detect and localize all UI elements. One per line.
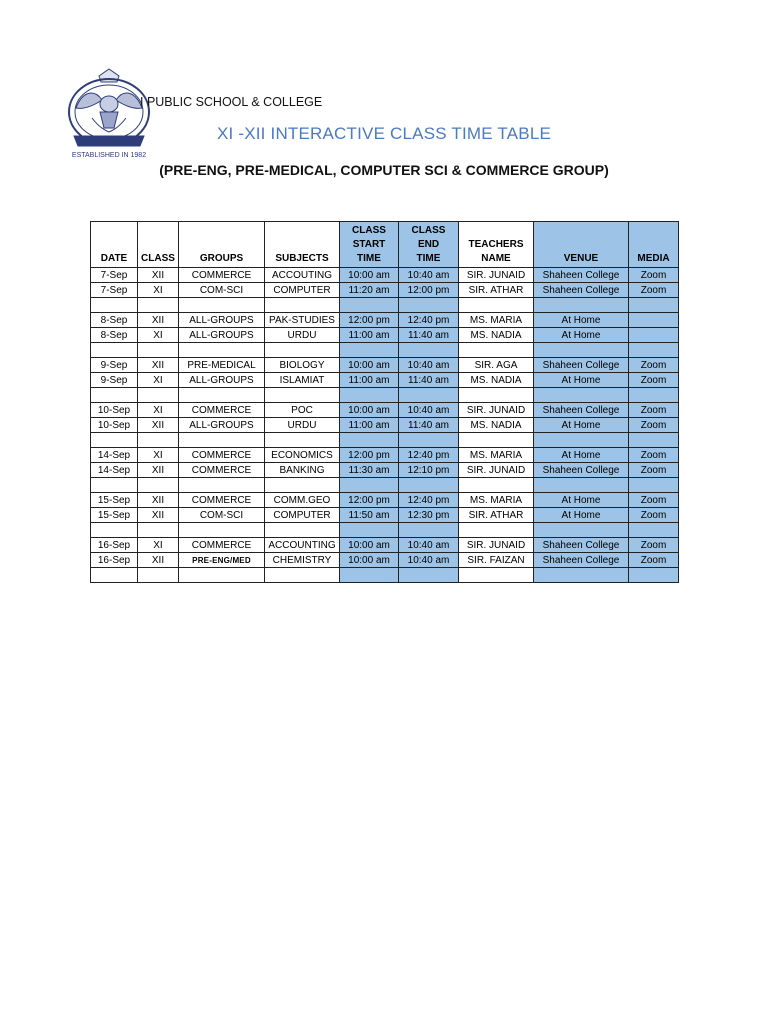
cell-teacher: SIR. JUNAID xyxy=(459,403,534,418)
cell-group: COMMERCE xyxy=(179,493,265,508)
empty-cell xyxy=(629,298,679,313)
cell-subject: PAK-STUDIES xyxy=(265,313,340,328)
empty-cell xyxy=(399,433,459,448)
empty-cell xyxy=(534,343,629,358)
table-row xyxy=(91,463,679,478)
cell-teacher: SIR. JUNAID xyxy=(459,538,534,553)
cell-venue: Shaheen College xyxy=(534,463,629,478)
empty-cell xyxy=(179,433,265,448)
cell-teacher: MS. NADIA xyxy=(459,418,534,433)
timetable xyxy=(90,221,679,583)
cell-class: XI xyxy=(138,448,179,463)
cell-subject: ACCOUNTING xyxy=(265,538,340,553)
table-row xyxy=(91,358,679,373)
cell-venue: At Home xyxy=(534,418,629,433)
cell-group: COMMERCE xyxy=(179,448,265,463)
cell-group: COM-SCI xyxy=(179,283,265,298)
cell-group: COM-SCI xyxy=(179,508,265,523)
empty-cell xyxy=(179,343,265,358)
cell-end: 12:10 pm xyxy=(399,463,459,478)
cell-start: 10:00 am xyxy=(340,403,399,418)
empty-cell xyxy=(629,523,679,538)
empty-cell xyxy=(340,568,399,583)
empty-cell xyxy=(340,478,399,493)
empty-cell xyxy=(399,523,459,538)
cell-end: 12:00 pm xyxy=(399,283,459,298)
cell-class: XII xyxy=(138,508,179,523)
cell-start: 10:00 am xyxy=(340,538,399,553)
page-title: XI -XII INTERACTIVE CLASS TIME TABLE xyxy=(216,124,552,143)
cell-media: Zoom xyxy=(629,508,679,523)
cell-start: 11:30 am xyxy=(340,463,399,478)
cell-group: ALL-GROUPS xyxy=(179,328,265,343)
cell-date: 8-Sep xyxy=(91,313,138,328)
cell-start: 12:00 pm xyxy=(340,493,399,508)
empty-cell xyxy=(340,343,399,358)
cell-teacher: MS. NADIA xyxy=(459,373,534,388)
empty-cell xyxy=(399,568,459,583)
empty-cell xyxy=(629,478,679,493)
cell-media: Zoom xyxy=(629,373,679,388)
empty-cell xyxy=(629,343,679,358)
cell-class: XII xyxy=(138,553,179,568)
cell-group: COMMERCE xyxy=(179,538,265,553)
cell-venue: Shaheen College xyxy=(534,358,629,373)
cell-teacher: SIR. AGA xyxy=(459,358,534,373)
school-name: I PUBLIC SCHOOL & COLLEGE xyxy=(140,95,323,109)
header-groups: GROUPS xyxy=(179,222,265,268)
cell-date: 7-Sep xyxy=(91,268,138,283)
cell-class: XII xyxy=(138,463,179,478)
empty-cell xyxy=(399,343,459,358)
cell-venue: At Home xyxy=(534,313,629,328)
cell-venue: At Home xyxy=(534,373,629,388)
table-row xyxy=(91,328,679,343)
cell-class: XII xyxy=(138,313,179,328)
page-subtitle: (PRE-ENG, PRE-MEDICAL, COMPUTER SCI & COMMERCE GROUP) xyxy=(159,162,609,178)
cell-teacher: MS. MARIA xyxy=(459,448,534,463)
cell-class: XII xyxy=(138,268,179,283)
spacer-row xyxy=(91,433,679,448)
table-row xyxy=(91,508,679,523)
cell-end: 12:40 pm xyxy=(399,493,459,508)
cell-media: Zoom xyxy=(629,283,679,298)
table-row xyxy=(91,373,679,388)
cell-subject: ISLAMIAT xyxy=(265,373,340,388)
cell-group: COMMERCE xyxy=(179,268,265,283)
empty-cell xyxy=(340,388,399,403)
header-teacher: TEACHERS NAME xyxy=(459,222,534,268)
header-end-time: CLASS END TIME xyxy=(399,222,459,268)
empty-cell xyxy=(265,388,340,403)
cell-teacher: MS. NADIA xyxy=(459,328,534,343)
cell-end: 10:40 am xyxy=(399,538,459,553)
cell-group: ALL-GROUPS xyxy=(179,373,265,388)
table-row xyxy=(91,418,679,433)
empty-cell xyxy=(179,478,265,493)
cell-end: 11:40 am xyxy=(399,373,459,388)
cell-subject: BIOLOGY xyxy=(265,358,340,373)
cell-end: 10:40 am xyxy=(399,358,459,373)
cell-group: COMMERCE xyxy=(179,403,265,418)
empty-cell xyxy=(534,523,629,538)
cell-end: 10:40 am xyxy=(399,553,459,568)
empty-cell xyxy=(534,388,629,403)
cell-date: 14-Sep xyxy=(91,448,138,463)
cell-teacher: SIR. JUNAID xyxy=(459,268,534,283)
cell-media: Zoom xyxy=(629,403,679,418)
empty-cell xyxy=(91,568,138,583)
table-row xyxy=(91,313,679,328)
empty-cell xyxy=(91,523,138,538)
empty-cell xyxy=(138,433,179,448)
empty-cell xyxy=(265,298,340,313)
empty-cell xyxy=(534,478,629,493)
table-row xyxy=(91,283,679,298)
cell-subject: COMPUTER xyxy=(265,508,340,523)
cell-end: 12:30 pm xyxy=(399,508,459,523)
cell-date: 7-Sep xyxy=(91,283,138,298)
spacer-row xyxy=(91,523,679,538)
empty-cell xyxy=(399,478,459,493)
empty-cell xyxy=(340,523,399,538)
cell-date: 15-Sep xyxy=(91,508,138,523)
cell-subject: ECONOMICS xyxy=(265,448,340,463)
table-row xyxy=(91,553,679,568)
empty-cell xyxy=(138,523,179,538)
cell-date: 9-Sep xyxy=(91,373,138,388)
empty-cell xyxy=(459,343,534,358)
cell-teacher: SIR. FAIZAN xyxy=(459,553,534,568)
empty-cell xyxy=(459,433,534,448)
cell-start: 10:00 am xyxy=(340,358,399,373)
cell-date: 10-Sep xyxy=(91,418,138,433)
table-row xyxy=(91,448,679,463)
empty-cell xyxy=(534,568,629,583)
empty-cell xyxy=(459,523,534,538)
header-row xyxy=(91,222,679,268)
cell-subject: ACCOUTING xyxy=(265,268,340,283)
cell-group: ALL-GROUPS xyxy=(179,418,265,433)
logo-established-text: ESTABLISHED IN 1982 xyxy=(71,152,147,159)
cell-end: 10:40 am xyxy=(399,403,459,418)
empty-cell xyxy=(265,523,340,538)
empty-cell xyxy=(459,478,534,493)
empty-cell xyxy=(340,433,399,448)
header-date: DATE xyxy=(91,222,138,268)
empty-cell xyxy=(399,298,459,313)
cell-class: XI xyxy=(138,328,179,343)
empty-cell xyxy=(138,568,179,583)
cell-class: XI xyxy=(138,373,179,388)
cell-venue: Shaheen College xyxy=(534,403,629,418)
cell-date: 16-Sep xyxy=(91,538,138,553)
cell-media: Zoom xyxy=(629,358,679,373)
cell-teacher: SIR. JUNAID xyxy=(459,463,534,478)
cell-media: Zoom xyxy=(629,463,679,478)
cell-date: 10-Sep xyxy=(91,403,138,418)
cell-teacher: SIR. ATHAR xyxy=(459,508,534,523)
cell-class: XI xyxy=(138,403,179,418)
cell-group: COMMERCE xyxy=(179,463,265,478)
empty-cell xyxy=(138,388,179,403)
empty-cell xyxy=(629,568,679,583)
header-subjects: SUBJECTS xyxy=(265,222,340,268)
cell-end: 11:40 am xyxy=(399,418,459,433)
cell-media: Zoom xyxy=(629,418,679,433)
empty-cell xyxy=(459,388,534,403)
empty-cell xyxy=(179,523,265,538)
empty-cell xyxy=(91,388,138,403)
empty-cell xyxy=(265,343,340,358)
cell-class: XI xyxy=(138,538,179,553)
empty-cell xyxy=(534,433,629,448)
cell-group: ALL-GROUPS xyxy=(179,313,265,328)
cell-group: PRE-MEDICAL xyxy=(179,358,265,373)
cell-date: 15-Sep xyxy=(91,493,138,508)
spacer-row xyxy=(91,478,679,493)
header-class: CLASS xyxy=(138,222,179,268)
empty-cell xyxy=(179,388,265,403)
cell-media xyxy=(629,328,679,343)
cell-class: XII xyxy=(138,358,179,373)
cell-date: 14-Sep xyxy=(91,463,138,478)
cell-media: Zoom xyxy=(629,268,679,283)
cell-subject: URDU xyxy=(265,418,340,433)
empty-cell xyxy=(459,568,534,583)
empty-cell xyxy=(179,568,265,583)
table-row xyxy=(91,538,679,553)
cell-media: Zoom xyxy=(629,448,679,463)
cell-class: XII xyxy=(138,493,179,508)
empty-cell xyxy=(91,478,138,493)
cell-end: 11:40 am xyxy=(399,328,459,343)
header-venue: VENUE xyxy=(534,222,629,268)
empty-cell xyxy=(629,433,679,448)
cell-teacher: MS. MARIA xyxy=(459,313,534,328)
cell-start: 12:00 pm xyxy=(340,448,399,463)
cell-end: 10:40 am xyxy=(399,268,459,283)
empty-cell xyxy=(138,478,179,493)
cell-start: 11:00 am xyxy=(340,328,399,343)
cell-start: 11:00 am xyxy=(340,373,399,388)
cell-media: Zoom xyxy=(629,538,679,553)
spacer-row xyxy=(91,388,679,403)
cell-end: 12:40 pm xyxy=(399,313,459,328)
cell-date: 16-Sep xyxy=(91,553,138,568)
cell-subject: BANKING xyxy=(265,463,340,478)
cell-subject: COMM.GEO xyxy=(265,493,340,508)
spacer-row xyxy=(91,343,679,358)
cell-venue: At Home xyxy=(534,448,629,463)
cell-subject: POC xyxy=(265,403,340,418)
cell-start: 11:00 am xyxy=(340,418,399,433)
empty-cell xyxy=(91,298,138,313)
spacer-row xyxy=(91,568,679,583)
empty-cell xyxy=(459,298,534,313)
table-row xyxy=(91,268,679,283)
cell-start: 12:00 pm xyxy=(340,313,399,328)
cell-teacher: SIR. ATHAR xyxy=(459,283,534,298)
empty-cell xyxy=(91,433,138,448)
cell-venue: Shaheen College xyxy=(534,538,629,553)
empty-cell xyxy=(265,433,340,448)
cell-class: XI xyxy=(138,283,179,298)
cell-media: Zoom xyxy=(629,553,679,568)
cell-media: Zoom xyxy=(629,493,679,508)
cell-venue: At Home xyxy=(534,493,629,508)
cell-venue: Shaheen College xyxy=(534,553,629,568)
empty-cell xyxy=(340,298,399,313)
cell-start: 11:50 am xyxy=(340,508,399,523)
spacer-row xyxy=(91,298,679,313)
cell-date: 9-Sep xyxy=(91,358,138,373)
empty-cell xyxy=(534,298,629,313)
cell-subject: COMPUTER xyxy=(265,283,340,298)
empty-cell xyxy=(399,388,459,403)
empty-cell xyxy=(179,298,265,313)
cell-venue: At Home xyxy=(534,328,629,343)
cell-start: 10:00 am xyxy=(340,553,399,568)
school-logo xyxy=(62,66,156,164)
cell-subject: URDU xyxy=(265,328,340,343)
empty-cell xyxy=(91,343,138,358)
cell-media xyxy=(629,313,679,328)
cell-start: 11:20 am xyxy=(340,283,399,298)
cell-venue: Shaheen College xyxy=(534,268,629,283)
timetable-body xyxy=(91,268,679,583)
cell-subject: CHEMISTRY xyxy=(265,553,340,568)
cell-venue: Shaheen College xyxy=(534,283,629,298)
empty-cell xyxy=(138,343,179,358)
table-row xyxy=(91,493,679,508)
empty-cell xyxy=(265,478,340,493)
cell-class: XII xyxy=(138,418,179,433)
cell-date: 8-Sep xyxy=(91,328,138,343)
cell-start: 10:00 am xyxy=(340,268,399,283)
header-start-time: CLASS START TIME xyxy=(340,222,399,268)
cell-group: PRE-ENG/MED xyxy=(179,553,265,568)
empty-cell xyxy=(629,388,679,403)
empty-cell xyxy=(138,298,179,313)
cell-end: 12:40 pm xyxy=(399,448,459,463)
table-row xyxy=(91,403,679,418)
cell-teacher: MS. MARIA xyxy=(459,493,534,508)
header-media: MEDIA xyxy=(629,222,679,268)
cell-venue: At Home xyxy=(534,508,629,523)
empty-cell xyxy=(265,568,340,583)
